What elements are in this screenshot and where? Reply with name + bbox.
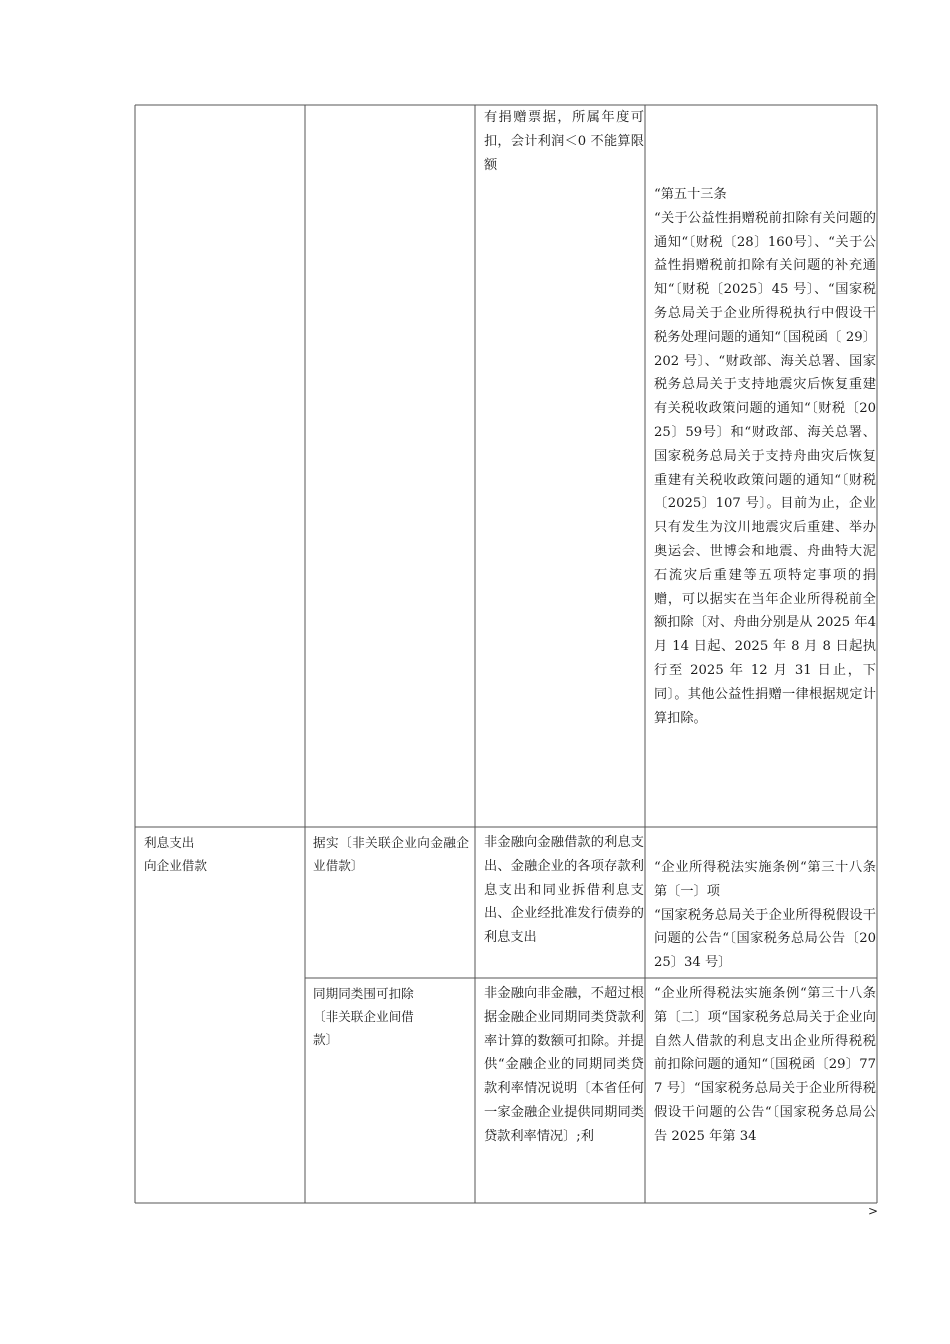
row2-method-text: 据实〔非关联企业向金融企业借款〕: [313, 835, 469, 873]
row3-method-line-2: 〔非关联企业间借: [313, 1009, 414, 1024]
row2-item-line-2: 向企业借款: [144, 858, 207, 873]
row1-note-text: 有捐赠票据，所属年度可扣，会计利润＜0 不能算限额: [484, 110, 644, 173]
row2-basis-line-1: “企业所得税法实施条例“第三十八条第〔一〕项: [654, 860, 876, 899]
row3-method-line-3: 款〕: [313, 1032, 339, 1047]
row2-note-text: 非金融向金融借款的利息支出、金融企业的各项存款利息支出和同业拆借利息支出、企业经批准发行债券的利息支出: [484, 835, 644, 946]
row1-basis-line-2: “关于公益性捐赠税前扣除有关问题的通知“〔财税〔28〕160号〕、“关于公益性捐赠税前扣除有关问题的补充通知“〔财税〔2025〕45 号〕、“国家税务总局关于企业所得税执行中假设干税务处理问题的通知“〔国税函〔 29〕202 号〕、“财政部、海关总署、国家税务总局关于支持地震灾后恢复重建有关税收政策问题的通知“〔财税〔2025〕59号〕和“财政部、海关总署、国家税务总局关于支持舟曲灾后恢复重建有关税收政策问题的通知“〔财税〔2025〕107 号〕。目前为止，企业只有发生为汶川地震灾后重建、举办奥运会、世博会和地震、舟曲特大泥石流灾后重建等五项特定事项的捐赠，可以据实在当年企业所得税前全额扣除〔对、舟曲分别是从 2025 年4 月 14 日起、2025 年 8 月 8 日起执行至 2025 年 12 月 31 日止，下同〕。其他公益性捐赠一律根据规定计算扣除。: [654, 210, 876, 726]
row2-basis-line-2: “国家税务总局关于企业所得税假设干问题的公告“〔国家税务总局公告〔2025〕34 号〕: [654, 907, 876, 971]
row3-basis-text: “企业所得税法实施条例“第三十八条第〔二〕项“国家税务总局关于企业向自然人借款的利息支出企业所得税税前扣除问题的通知“〔国税函〔29〕777 号〕“国家税务总局关于企业所得税假设干问题的公告“〔国家税务总局公告 2025 年第 34: [654, 986, 876, 1144]
row2-basis-cell: [654, 856, 876, 975]
row2-item-line-1: 利息支出: [144, 835, 195, 850]
row2-note-cell: [484, 831, 644, 950]
row3-note-cell: [484, 982, 644, 1149]
row3-note-text: 非金融向非金融，不超过根据金融企业同期同类贷款利率计算的数额可扣除。并提供“金融企业的同期同类贷款利率情况说明〔本省任何一家金融企业提供同期同类贷款利率情况〕;利: [484, 986, 644, 1144]
row3-method-line-1: 同期同类围可扣除: [313, 986, 414, 1001]
row1-basis-line-1: “第五十三条: [654, 187, 727, 202]
row3-method-cell: [313, 982, 469, 1051]
row1-basis-cell: [654, 183, 876, 730]
row2-method-cell: [313, 831, 469, 877]
row3-basis-cell: [654, 982, 876, 1149]
page-continuation-marker: >: [868, 1204, 879, 1218]
row1-note-cell: [484, 106, 644, 177]
row2-item-cell: [144, 831, 294, 877]
